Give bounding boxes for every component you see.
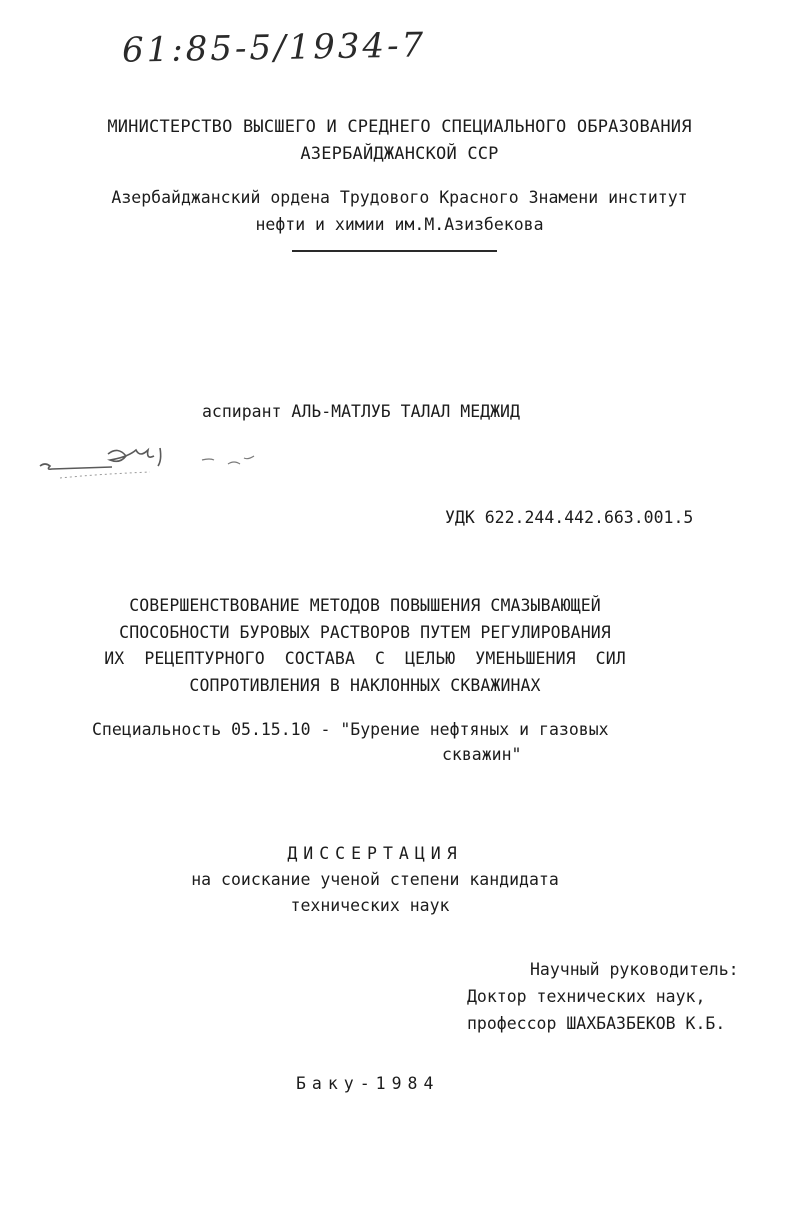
degree-line-1: на соискание ученой степени кандидата — [191, 870, 559, 889]
udk-code: УДК 622.244.442.663.001.5 — [445, 508, 694, 527]
title-line-4: СОПРОТИВЛЕНИЯ В НАКЛОННЫХ СКВАЖИНАХ — [189, 676, 541, 695]
specialty-line-1: Специальность 05.15.10 - "Бурение нефтяных и газовых — [92, 720, 609, 739]
ministry-line-1: МИНИСТЕРСТВО ВЫСШЕГО И СРЕДНЕГО СПЕЦИАЛЬНОГО ОБРАЗОВАНИЯ — [107, 117, 692, 137]
title-line-1: СОВЕРШЕНСТВОВАНИЕ МЕТОДОВ ПОВЫШЕНИЯ СМАЗЫВАЮЩЕЙ — [129, 596, 601, 615]
ministry-line-2: АЗЕРБАЙДЖАНСКОЙ ССР — [300, 144, 499, 164]
supervisor-degree: Доктор технических наук, — [467, 987, 706, 1006]
header-divider — [292, 250, 497, 252]
title-line-3: ИХ РЕЦЕПТУРНОГО СОСТАВА С ЦЕЛЬЮ УМЕНЬШЕНИЯ СИЛ — [104, 649, 626, 668]
dissertation-heading: ДИССЕРТАЦИЯ — [287, 844, 463, 863]
institute-line-2: нефти и химии им.М.Азизбекова — [255, 215, 544, 234]
degree-line-2: технических наук — [290, 896, 450, 915]
archive-number: 61:85-5/1934-7 — [121, 25, 427, 71]
author-line: аспирант АЛЬ-МАТЛУБ ТАЛАЛ МЕДЖИД — [202, 402, 520, 421]
city-year: Баку-1984 — [296, 1074, 440, 1093]
signature-mark — [30, 438, 270, 498]
title-line-2: СПОСОБНОСТИ БУРОВЫХ РАСТВОРОВ ПУТЕМ РЕГУЛИРОВАНИЯ — [119, 623, 611, 642]
specialty-line-2: скважин" — [442, 745, 522, 764]
institute-line-1: Азербайджанский ордена Трудового Красного Знамени институт — [111, 188, 688, 207]
supervisor-name: профессор ШАХБАЗБЕКОВ К.Б. — [467, 1014, 726, 1033]
supervisor-label: Научный руководитель: — [530, 960, 739, 979]
